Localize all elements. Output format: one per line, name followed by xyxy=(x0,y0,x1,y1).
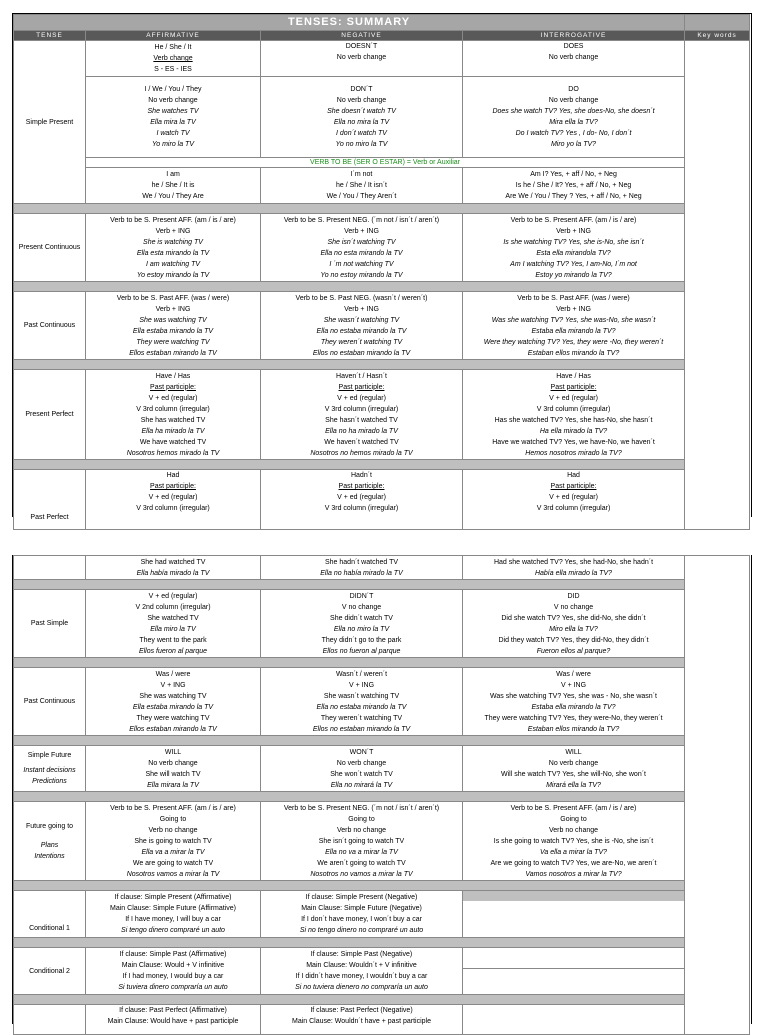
row-separator xyxy=(14,995,685,1005)
cell-interrogative: DO No verb change Does she watch TV? Yes, she does-No, she doesn´t Mira ella la TV? Do I watch TV? Yes , I do- No, I don´t Miro yo la TV? xyxy=(463,77,685,158)
cell-affirmative: Verb to be S. Present AFF. (am / is / are) Verb + ING She is watching TV Ella esta mirando la TV I am watching TV Yo estoy mirando la TV xyxy=(86,214,261,282)
tense-past-continuous: Past Continuous xyxy=(14,292,86,360)
cell-affirmative: I / We / You / They No verb change She watches TV Ella mira la TV I watch TV Yo miro la TV xyxy=(86,77,261,158)
cell-negative: WON´T No verb change She won´t watch TV Ella no mirará la TV xyxy=(261,746,463,792)
cell-interrogative-empty xyxy=(463,1005,685,1035)
tense-past-simple: Past Simple xyxy=(14,590,86,658)
tense-present-continuous: Present Continuous xyxy=(14,214,86,282)
cell-negative: Haven´t / Hasn´t Past participle: V + ed (regular) V 3rd column (irregular) She hasn´t watched TV Ella no ha mirado la TV We haven´t watched TV Nosotros no hemos mirado la TV xyxy=(261,370,463,460)
cell-affirmative: Have / Has Past participle: V + ed (regular) V 3rd column (irregular) She has watched TV Ella ha mirado la TV We have watched TV Nosotros hemos mirado la TV xyxy=(86,370,261,460)
cell-negative: DOESN´T No verb change xyxy=(261,41,463,77)
tenses-table-page-1 xyxy=(13,14,750,530)
cell-interrogative: DOES No verb change xyxy=(463,41,685,77)
row-separator xyxy=(14,204,685,214)
cell-affirmative: Had Past participle: V + ed (regular) V 3rd column (irregular) xyxy=(86,470,261,530)
cell-affirmative: If clause: Past Perfect (Affirmative) Main Clause: Would have + past participle xyxy=(86,1005,261,1035)
row-separator xyxy=(14,736,685,746)
tense-conditional-2: Conditional 2 xyxy=(14,948,86,995)
cell-negative: I´m not he / She / It isn´t We / You / They Aren´t xyxy=(261,168,463,204)
cell-negative: Verb to be S. Present NEG. (´m not / isn´t / aren´t) Verb + ING She isn´t watching TV Ella no esta mirando la TV I ´m not watching TV Yo no estoy mirando la TV xyxy=(261,214,463,282)
cell-affirmative: If clause: Simple Present (Affirmative) Main Clause: Simple Future (Affirmative) If I have money, I will buy a car Si tengo dinero compraré un auto xyxy=(86,891,261,938)
row-separator xyxy=(14,938,685,948)
row-separator xyxy=(14,658,685,668)
cell-affirmative: V + ed (regular) V 2nd column (irregular) She watched TV Ella miro la TV They went to the park Ellos fueron al parque xyxy=(86,590,261,658)
header-affirmative: AFFIRMATIVE xyxy=(86,31,261,41)
cell-negative: If clause: Past Perfect (Negative) Main Clause: Wouldn´t have + past participle xyxy=(261,1005,463,1035)
cell-negative: If clause: Simple Present (Negative) Main Clause: Simple Future (Negative) If I don´t have money, I won´t buy a car Si no tengo dinero no compraré un auto xyxy=(261,891,463,938)
tense-future-going-to: Future going to Plans Intentions xyxy=(14,802,86,881)
cell-interrogative: Was / were V + ING Was she watching TV? Yes, she was - No, she wasn´t Estaba ella mirando la TV? They were watching TV? Yes, they were-No, they weren´t Estaban ellos mirando la TV? xyxy=(463,668,685,736)
cell-negative: She hadn´t watched TV Ella no había mirado la TV xyxy=(261,556,463,580)
row-separator xyxy=(14,460,685,470)
cell-interrogative: Am I? Yes, + aff / No, + Neg Is he / She / It? Yes, + aff / No, + Neg Are We / You / They ? Yes, + aff / No, + Neg xyxy=(463,168,685,204)
tenses-table-page-2 xyxy=(13,555,750,1035)
cell-interrogative: WILL No verb change Will she watch TV? Yes, she will-No, she won´t Mirará ella la TV? xyxy=(463,746,685,792)
cell-affirmative: If clause: Simple Past (Affirmative) Main Clause: Would + V infinitive If I had money, I would buy a car Si tuviera dinero compraría un auto xyxy=(86,948,261,995)
cell-negative: Verb to be S. Present NEG. (´m not / isn´t / aren´t) Going to Verb no change She isn´t going to watch TV Ella no va a mirar la TV We aren´t going to watch TV Nosotros no vamos a mirar la TV xyxy=(261,802,463,881)
header-negative: NEGATIVE xyxy=(261,31,463,41)
cell-interrogative-empty xyxy=(463,891,685,938)
row-separator xyxy=(14,360,685,370)
cell-interrogative: Had she watched TV? Yes, she had-No, she hadn´t Había ella mirado la TV? xyxy=(463,556,685,580)
cell-affirmative: Verb to be S. Past AFF. (was / were) Verb + ING She was watching TV Ella estaba mirando la TV They were watching TV Ellos estaban mirando la TV xyxy=(86,292,261,360)
cell-affirmative: I am he / She / It is We / You / They Are xyxy=(86,168,261,204)
cell-negative: Wasn´t / weren´t V + ING She wasn´t watching TV Ella no estaba mirando la TV They weren´t watching TV Ellos no estaban mirando la TV xyxy=(261,668,463,736)
keywords-column xyxy=(685,41,750,530)
cell-affirmative: He / She / It Verb change S - ES - IES xyxy=(86,41,261,77)
page-title: TENSES: SUMMARY xyxy=(14,15,685,31)
cell-affirmative: Was / were V + ING She was watching TV Ella estaba mirando la TV They were watching TV Ellos estaban mirando la TV xyxy=(86,668,261,736)
cell-interrogative-empty xyxy=(463,948,685,995)
cell-negative: Verb to be S. Past NEG. (wasn´t / weren´t) Verb + ING She wasn´t watching TV Ella no estaba mirando la TV They weren´t watching TV Ellos no estaban mirando la TV xyxy=(261,292,463,360)
page-2 xyxy=(12,555,752,1024)
cell-interrogative: Had Past participle: V + ed (regular) V 3rd column (irregular) xyxy=(463,470,685,530)
header-tense: TENSE xyxy=(14,31,86,41)
header-interrogative: INTERROGATIVE xyxy=(463,31,685,41)
tense-present-perfect: Present Perfect xyxy=(14,370,86,460)
tense-simple-future: Simple Future Instant decisions Predictions xyxy=(14,746,86,792)
cell-interrogative: Verb to be S. Past AFF. (was / were) Verb + ING Was she watching TV? Yes, she was-No, she wasn´t Estaba ella mirando la TV? Were they watching TV? Yes, they were -No, they weren´t Estaban ellos mirando la TV? xyxy=(463,292,685,360)
cell-affirmative: WILL No verb change She will watch TV Ella mirara la TV xyxy=(86,746,261,792)
tense-past-perfect-cont xyxy=(14,556,86,580)
header-keywords: Key words xyxy=(685,31,750,41)
cell-affirmative: She had watched TV Ella había mirado la TV xyxy=(86,556,261,580)
cell-interrogative: Have / Has Past participle: V + ed (regular) V 3rd column (irregular) Has she watched TV? Yes, she has-No, she hasn´t Ha ella mirado la TV? Have we watched TV? Yes, we have-No, we haven´t Hemos nosotros mirado la TV? xyxy=(463,370,685,460)
tense-conditional-1: Conditional 1 xyxy=(14,891,86,938)
cell-negative: Hadn´t Past participle: V + ed (regular) V 3rd column (irregular) xyxy=(261,470,463,530)
tense-past-continuous: Past Continuous xyxy=(14,668,86,736)
row-separator xyxy=(14,580,685,590)
verb-to-be-note: VERB TO BE (SER O ESTAR) = Verb or Auxiliar xyxy=(86,158,685,168)
page-1 xyxy=(12,13,752,521)
cell-negative: If clause: Simple Past (Negative) Main Clause: Wouldn´t + V infinitive If I didn´t have money, I wouldn´t buy a car Si no tuviera dienero no compraría un auto xyxy=(261,948,463,995)
cell-negative: DIDN´T V no change She didn´t watch TV Ella no miro la TV They didn´t go to the park Ellos no fueron al parque xyxy=(261,590,463,658)
cell-negative: DON´T No verb change She doesn´t watch TV Ella no mira la TV I don´t watch TV Yo no miro la TV xyxy=(261,77,463,158)
keywords-column xyxy=(685,556,750,1035)
cell-interrogative: Verb to be S. Present AFF. (am / is / are) Verb + ING Is she watching TV? Yes, she is-No, she isn´t Esta ella mirandola TV? Am I watching TV? Yes, I am-No, I´m not Estoy yo mirando la TV? xyxy=(463,214,685,282)
tense-past-perfect: Past Perfect xyxy=(14,470,86,530)
tense-conditional-3 xyxy=(14,1005,86,1035)
row-separator xyxy=(14,282,685,292)
row-separator xyxy=(14,881,685,891)
row-separator xyxy=(14,792,685,802)
cell-affirmative: Verb to be S. Present AFF. (am / is / are) Going to Verb no change She is going to watch TV Ella va a mirar la TV We are going to watch TV Nosotros vamos a mirar la TV xyxy=(86,802,261,881)
tense-simple-present: Simple Present xyxy=(14,41,86,204)
cell-interrogative: DID V no change Did she watch TV? Yes, she did-No, she didn´t Miro ella la TV? Did they watch TV? Yes, they did-No, they didn´t Fueron ellos al parque? xyxy=(463,590,685,658)
cell-interrogative: Verb to be S. Present AFF. (am / is / are) Going to Verb no change Is she going to watch TV? Yes, she is -No, she isn´t Va ella a mirar la TV? Are we going to watch TV? Yes, we are-No, we aren´t Vamos nosotros a mirar la TV? xyxy=(463,802,685,881)
